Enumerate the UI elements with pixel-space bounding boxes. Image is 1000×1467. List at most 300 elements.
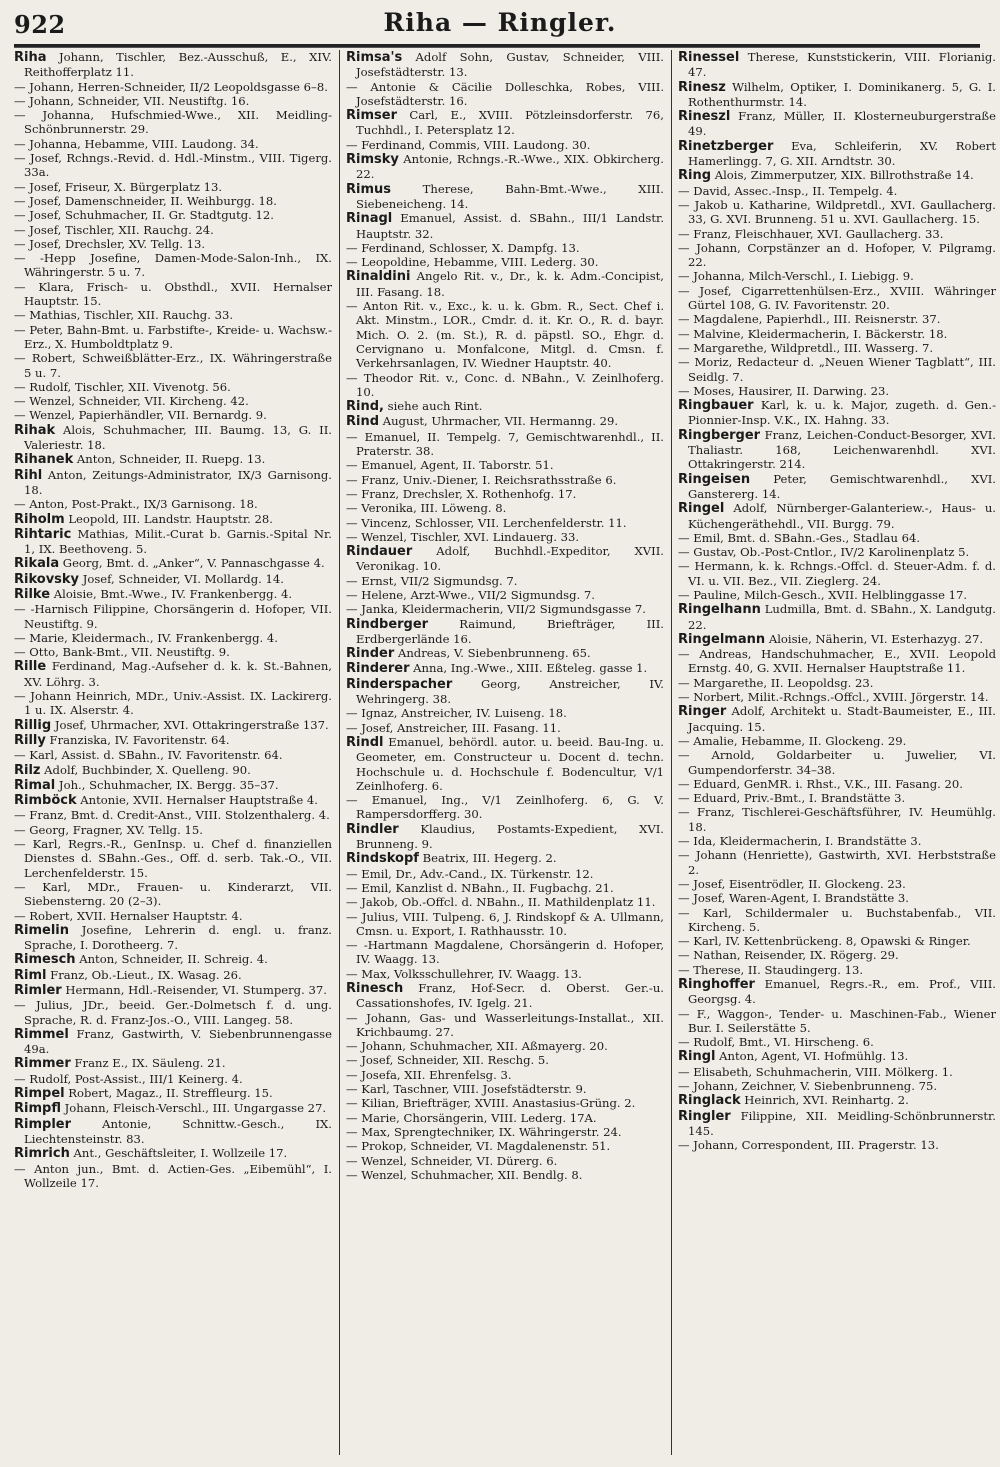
directory-entry bbox=[14, 108, 332, 137]
entry-details: Raimund, Briefträger, III. Erdbergerlände 16. bbox=[356, 616, 664, 646]
directory-entry bbox=[346, 881, 664, 895]
directory-entry bbox=[678, 676, 996, 690]
directory-entry bbox=[14, 452, 332, 467]
entry-details: — Helene, Arzt-Wwe., VII/2 Sigmundsg. 7. bbox=[346, 587, 595, 602]
entry-surname: Riml bbox=[14, 967, 47, 983]
directory-entry bbox=[346, 1039, 664, 1053]
directory-entry bbox=[678, 1109, 996, 1139]
directory-entry bbox=[678, 848, 996, 877]
entry-surname: Rilly bbox=[14, 732, 46, 748]
entry-surname: Ringberger bbox=[678, 427, 761, 443]
directory-entry bbox=[346, 544, 664, 574]
entry-details: — Margarethe, Wildpretdl., III. Wasserg. 7. bbox=[678, 340, 934, 355]
entry-details: Alois, Schuhmacher, III. Baumg. 13, G. II. Valeriestr. 18. bbox=[24, 422, 332, 453]
entry-surname: Rindl bbox=[346, 734, 384, 750]
directory-entry bbox=[678, 1049, 996, 1064]
entry-details: Adolf, Nürnberger-Galanteriew.-, Haus- u. Küchengeräthehdl., VII. Burgg. 79. bbox=[688, 501, 996, 531]
running-title: Riha — Ringler. bbox=[383, 8, 617, 37]
directory-entry bbox=[14, 1146, 332, 1161]
directory-entry bbox=[346, 414, 664, 429]
column-separator bbox=[339, 50, 340, 1455]
directory-entry bbox=[678, 1079, 996, 1093]
entry-surname: Rimmer bbox=[14, 1056, 71, 1072]
entry-details: — Ernst, VII/2 Sigmundsg. 7. bbox=[346, 573, 518, 588]
directory-entry bbox=[678, 588, 996, 602]
entry-details: — Hermann, k. k. Rchngs.-Offcl. d. Steuer-Adm. f. d. VI. u. VII. Bez., VII. Zieglerg. 24. bbox=[678, 559, 996, 588]
directory-entry bbox=[678, 168, 996, 183]
directory-entry bbox=[678, 906, 996, 935]
directory-entry bbox=[346, 938, 664, 967]
directory-entry bbox=[346, 574, 664, 588]
directory-entry bbox=[678, 748, 996, 777]
entry-surname: Rihl bbox=[14, 467, 43, 483]
directory-entry bbox=[346, 735, 664, 793]
entry-details: — Marie, Kleidermach., IV. Frankenbergg. 4. bbox=[14, 630, 278, 645]
directory-entry bbox=[346, 1068, 664, 1082]
directory-entry bbox=[678, 805, 996, 834]
entry-details: — Margarethe, II. Leopoldsg. 23. bbox=[678, 675, 874, 690]
directory-entry bbox=[14, 880, 332, 909]
entry-surname: Rimelin bbox=[14, 922, 69, 938]
entry-details: — Franz, Tischlerei-Geschäftsführer, IV. Heumühlg. 18. bbox=[678, 805, 996, 834]
directory-columns bbox=[14, 50, 996, 1455]
header-rule bbox=[14, 44, 980, 48]
directory-entry bbox=[346, 706, 664, 720]
directory-entry bbox=[678, 109, 996, 139]
entry-details: — Johann, Schuhmacher, XII. Aßmayerg. 20. bbox=[346, 1039, 608, 1054]
directory-entry bbox=[346, 1111, 664, 1125]
directory-entry bbox=[14, 223, 332, 237]
directory-column-1 bbox=[14, 50, 332, 1455]
entry-details: — Antonie & Cäcilie Dolleschka, Robes, VIII. Josefstädterstr. 16. bbox=[346, 79, 664, 108]
directory-entry bbox=[14, 733, 332, 748]
directory-entry bbox=[14, 380, 332, 394]
directory-entry bbox=[346, 108, 664, 138]
entry-details: Aloisie, Bmt.-Wwe., IV. Frankenbergg. 4. bbox=[50, 586, 293, 601]
entry-details: Karl, k. u. k. Major, zugeth. d. Gen.-Pionnier-Insp. V.K., IX. Hahng. 33. bbox=[688, 398, 996, 428]
entry-details: — Theodor Rit. v., Conc. d. NBahn., V. Zeinlhoferg. 10. bbox=[346, 370, 664, 399]
directory-entry bbox=[678, 1138, 996, 1152]
entry-surname: Ringbauer bbox=[678, 398, 754, 414]
entry-details: — Wenzel, Papierhändler, VII. Bernardg. 9. bbox=[14, 408, 267, 423]
directory-entry bbox=[678, 891, 996, 905]
entry-details: — Leopoldine, Hebamme, VIII. Lederg. 30. bbox=[346, 255, 599, 270]
entry-details: Carl, E., XVIII. Pötzleinsdorferstr. 76, Tuchhdl., I. Petersplatz 12. bbox=[356, 108, 664, 138]
entry-details: — Otto, Bank-Bmt., VII. Neustiftg. 9. bbox=[14, 645, 230, 660]
directory-entry bbox=[678, 531, 996, 545]
entry-details: Ludmilla, Bmt. d. SBahn., X. Landgutg. 22. bbox=[688, 602, 996, 632]
directory-entry bbox=[14, 308, 332, 322]
entry-details: — Franz, Univ.-Diener, I. Reichsrathsstraße 6. bbox=[346, 472, 617, 487]
directory-entry bbox=[14, 998, 332, 1027]
entry-details: — Karl, MDr., Frauen- u. Kinderarzt, VII. Siebensterng. 20 (2–3). bbox=[14, 879, 332, 909]
directory-entry bbox=[14, 50, 332, 80]
entry-details: Anton, Schneider, II. Ruepg. 13. bbox=[73, 452, 266, 467]
entry-details: Robert, Magaz., II. Streffleurg. 15. bbox=[64, 1086, 273, 1101]
entry-details: — Eduard, Priv.-Bmt., I. Brandstätte 3. bbox=[678, 791, 906, 806]
directory-entry bbox=[346, 1125, 664, 1139]
directory-entry bbox=[346, 822, 664, 852]
directory-entry bbox=[678, 472, 996, 502]
directory-entry bbox=[678, 198, 996, 227]
directory-entry bbox=[14, 1072, 332, 1086]
entry-details: Franz, Hof-Secr. d. Oberst. Ger.-u. Cassationshofes, IV. Igelg. 21. bbox=[356, 981, 664, 1011]
directory-entry bbox=[678, 384, 996, 398]
directory-entry bbox=[346, 602, 664, 616]
entry-details: Wilhelm, Optiker, I. Dominikanerg. 5, G. I. Rothenthurmstr. 14. bbox=[688, 79, 996, 109]
directory-entry bbox=[346, 501, 664, 515]
entry-surname: Rimrich bbox=[14, 1146, 70, 1162]
directory-entry bbox=[14, 423, 332, 453]
entry-details: — Johann, Zeichner, V. Siebenbrunneng. 75. bbox=[678, 1079, 938, 1094]
directory-entry bbox=[678, 690, 996, 704]
entry-surname: Rindler bbox=[346, 821, 399, 837]
entry-surname: Rinesz bbox=[678, 79, 726, 95]
directory-entry bbox=[14, 280, 332, 309]
entry-details: Anton, Schneider, II. Schreig. 4. bbox=[75, 952, 268, 967]
entry-details: — Johann, Corpstänzer an d. Hofoper, V. Pilgramg. 22. bbox=[678, 240, 996, 270]
directory-entry bbox=[346, 399, 664, 414]
entry-details: Franz E., IX. Säuleng. 21. bbox=[70, 1056, 226, 1071]
entry-surname: Rimal bbox=[14, 777, 56, 793]
entry-details: Antonie, Schnittw.-Gesch., IX. Liechtensteinstr. 83. bbox=[24, 1116, 332, 1146]
entry-details: — Robert, XVII. Hernalser Hauptstr. 4. bbox=[14, 908, 243, 923]
entry-details: Anton, Zeitungs-Administrator, IX/3 Garnisong. 18. bbox=[24, 467, 332, 497]
entry-details: — Karl, IV. Kettenbrückeng. 8, Opawski & Ringer. bbox=[678, 934, 971, 949]
directory-entry bbox=[678, 777, 996, 791]
entry-details: — Prokop, Schneider, VI. Magdalenenstr. 51. bbox=[346, 1139, 611, 1154]
entry-surname: Ringl bbox=[678, 1049, 716, 1065]
directory-entry bbox=[678, 834, 996, 848]
directory-entry bbox=[346, 851, 664, 866]
entry-details: — -Harnisch Filippine, Chorsängerin d. Hofoper, VII. Neustiftg. 9. bbox=[14, 602, 332, 631]
entry-details: — Georg, Fragner, XV. Tellg. 15. bbox=[14, 822, 203, 837]
entry-details: Franz, Müller, II. Klosterneuburgerstraße 49. bbox=[688, 109, 996, 139]
entry-details: — Josef, Tischler, XII. Rauchg. 24. bbox=[14, 222, 214, 237]
entry-details: — Mathias, Tischler, XII. Rauchg. 33. bbox=[14, 308, 234, 323]
entry-details: — Josef, Damenschneider, II. Weihburgg. 18. bbox=[14, 193, 277, 208]
entry-surname: Rimpler bbox=[14, 1116, 72, 1132]
directory-entry bbox=[678, 559, 996, 588]
directory-entry bbox=[346, 269, 664, 299]
entry-details: Heinrich, XVI. Reinhartg. 2. bbox=[740, 1093, 909, 1108]
directory-entry bbox=[346, 80, 664, 109]
directory-entry bbox=[346, 588, 664, 602]
entry-details: Georg, Bmt. d. „Anker“, V. Pannaschgasse 4. bbox=[59, 556, 325, 571]
entry-details: — Andreas, Handschuhmacher, E., XVII. Leopold Ernstg. 40, G. XVII. Hernalser Hauptstraße 11. bbox=[678, 647, 996, 676]
entry-surname: Rimpel bbox=[14, 1086, 65, 1102]
directory-entry bbox=[678, 139, 996, 169]
entry-details: — Julius, VIII. Tulpeng. 6, J. Rindskopf & A. Ullmann, Cmsn. u. Export, I. Rathhausstr. 10. bbox=[346, 909, 664, 938]
directory-entry bbox=[14, 645, 332, 659]
directory-entry bbox=[14, 1101, 332, 1116]
entry-details: — Anton jun., Bmt. d. Actien-Ges. „Eibemühl“, I. Wollzeile 17. bbox=[14, 1161, 332, 1190]
directory-entry bbox=[14, 793, 332, 808]
entry-details: — Elisabeth, Schuhmacherin, VIII. Mölkerg. 1. bbox=[678, 1064, 953, 1079]
directory-entry bbox=[346, 1168, 664, 1182]
directory-entry bbox=[14, 837, 332, 880]
entry-surname: Rilz bbox=[14, 762, 41, 778]
entry-details: Josefine, Lehrerin d. engl. u. franz. Sprache, I. Dorotheerg. 7. bbox=[24, 922, 332, 953]
entry-surname: Rilke bbox=[14, 586, 51, 602]
directory-entry bbox=[346, 661, 664, 676]
entry-surname: Riholm bbox=[14, 511, 65, 527]
directory-entry bbox=[678, 341, 996, 355]
directory-entry bbox=[14, 689, 332, 718]
entry-details: Aloisie, Näherin, VI. Esterhazyg. 27. bbox=[765, 631, 984, 646]
entry-surname: Rimböck bbox=[14, 793, 77, 809]
entry-details: — Jakob, Ob.-Offcl. d. NBahn., II. Mathildenplatz 11. bbox=[346, 895, 656, 910]
entry-details: Georg, Anstreicher, IV. Wehringerg. 38. bbox=[356, 676, 664, 707]
directory-entry bbox=[678, 50, 996, 80]
entry-details: — Josef, Cigarrettenhülsen-Erz., XVIII. Währinger Gürtel 108, G. IV. Favoritenstr. 20. bbox=[678, 283, 996, 313]
entry-details: — Karl, Regrs.-R., GenInsp. u. Chef d. finanziellen Dienstes d. SBahn.-Ges., Off. d. serb. Tak.-O., VII. Lerchenfelderstr. 15. bbox=[14, 837, 332, 880]
entry-details: siehe auch Rint. bbox=[383, 399, 483, 414]
directory-entry bbox=[14, 923, 332, 953]
page-header bbox=[0, 0, 1000, 46]
entry-details: Josef, Schneider, VI. Mollardg. 14. bbox=[79, 571, 284, 586]
entry-surname: Ringelhann bbox=[678, 602, 761, 618]
entry-details: Adolf, Architekt u. Stadt-Baumeister, E., III. Jacquing. 15. bbox=[688, 704, 996, 734]
directory-entry bbox=[678, 963, 996, 977]
entry-details: — Ida, Kleidermacherin, I. Brandstätte 3. bbox=[678, 834, 922, 849]
entry-surname: Rinaldini bbox=[346, 269, 411, 285]
directory-entry bbox=[14, 823, 332, 837]
entry-details: — Josef, Drechsler, XV. Tellg. 13. bbox=[14, 236, 206, 251]
entry-details: Josef, Uhrmacher, XVI. Ottakringerstraße 137. bbox=[51, 717, 329, 732]
directory-entry bbox=[346, 617, 664, 647]
entry-details: — Norbert, Milit.-Rchngs.-Offcl., XVIII. Jörgerstr. 14. bbox=[678, 690, 989, 705]
entry-details: — Josef, Waren-Agent, I. Brandstätte 3. bbox=[678, 891, 909, 906]
directory-entry bbox=[678, 398, 996, 428]
entry-details: — Josef, Anstreicher, III. Fasang. 11. bbox=[346, 720, 561, 735]
entry-details: Ant., Geschäftsleiter, I. Wollzeile 17. bbox=[69, 1146, 288, 1161]
entry-details: — Karl, Taschner, VIII. Josefstädterstr. 9. bbox=[346, 1082, 587, 1097]
entry-details: — Franz, Drechsler, X. Rothenhofg. 17. bbox=[346, 486, 577, 501]
entry-details: — Johann, Schneider, VII. Neustiftg. 16. bbox=[14, 93, 250, 108]
directory-entry bbox=[346, 487, 664, 501]
entry-details: — Josef, Schneider, XII. Reschg. 5. bbox=[346, 1053, 549, 1068]
entry-surname: Rimmel bbox=[14, 1026, 69, 1042]
entry-details: Franz, Gastwirth, V. Siebenbrunnengasse 49a. bbox=[24, 1026, 332, 1057]
directory-entry bbox=[678, 545, 996, 559]
entry-details: — Emil, Dr., Adv.-Cand., IX. Türkenstr. 12. bbox=[346, 866, 594, 881]
directory-entry bbox=[14, 1162, 332, 1191]
entry-details: — David, Assec.-Insp., II. Tempelg. 4. bbox=[678, 183, 898, 198]
directory-entry bbox=[346, 677, 664, 707]
entry-details: — Malvine, Kleidermacherin, I. Bäckerstr. 18. bbox=[678, 326, 948, 341]
entry-details: — Moses, Hausirer, II. Darwing. 23. bbox=[678, 383, 890, 398]
entry-details: — Magdalene, Papierhdl., III. Reisnerstr. 37. bbox=[678, 312, 941, 327]
directory-entry bbox=[678, 1093, 996, 1108]
directory-entry bbox=[346, 1139, 664, 1153]
directory-entry bbox=[346, 910, 664, 939]
entry-details: Therese, Kunststickerin, VIII. Florianig. 47. bbox=[688, 50, 996, 80]
entry-details: — Johanna, Hufschmied-Wwe., XII. Meidling-Schönbrunnerstr. 29. bbox=[14, 108, 332, 137]
entry-details: — -Hartmann Magdalene, Chorsängerin d. Hofoper, IV. Waagg. 13. bbox=[346, 938, 664, 967]
directory-column-2 bbox=[346, 50, 664, 1455]
entry-details: — Emil, Bmt. d. SBahn.-Ges., Stadlau 64. bbox=[678, 530, 921, 545]
entry-surname: Rinessel bbox=[678, 50, 740, 65]
directory-entry bbox=[14, 80, 332, 94]
entry-details: — F., Waggon-, Tender- u. Maschinen-Fab., Wiener Bur. I. Seilerstätte 5. bbox=[678, 1006, 996, 1035]
entry-details: Johann, Fleisch-Verschl., III. Ungargasse 27. bbox=[60, 1101, 327, 1116]
entry-details: Klaudius, Postamts-Expedient, XVI. Brunneng. 9. bbox=[356, 821, 664, 852]
entry-details: — Anton, Post-Prakt., IX/3 Garnisong. 18. bbox=[14, 497, 258, 512]
entry-details: — Amalie, Hebamme, II. Glockeng. 29. bbox=[678, 733, 907, 748]
entry-details: — Johann, Correspondent, III. Pragerstr. 13. bbox=[678, 1138, 939, 1153]
directory-entry bbox=[14, 468, 332, 498]
entry-surname: Rimsa's bbox=[346, 50, 403, 65]
entry-surname: Rind bbox=[346, 414, 380, 430]
directory-entry bbox=[14, 408, 332, 422]
directory-entry bbox=[346, 152, 664, 182]
entry-details: — Eduard, GenMR. i. Rhst., V.K., III. Fasang. 20. bbox=[678, 776, 963, 791]
directory-entry bbox=[346, 473, 664, 487]
entry-details: — Franz, Fleischhauer, XVI. Gaullacherg. 33. bbox=[678, 226, 944, 241]
entry-details: — Josef, Rchngs.-Revid. d. Hdl.-Minstm., VIII. Tigerg. 33a. bbox=[14, 151, 332, 180]
entry-details: Mathias, Milit.-Curat b. Garnis.-Spital Nr. 1, IX. Beethoveng. 5. bbox=[24, 526, 332, 557]
entry-details: — Johanna, Hebamme, VIII. Laudong. 34. bbox=[14, 136, 259, 151]
entry-surname: Rinderer bbox=[346, 661, 410, 677]
entry-details: — Josef, Eisentrödler, II. Glockeng. 23. bbox=[678, 876, 906, 891]
directory-entry bbox=[14, 94, 332, 108]
directory-entry bbox=[678, 632, 996, 647]
directory-entry bbox=[14, 323, 332, 352]
entry-details: — Josefa, XII. Ehrenfelsg. 3. bbox=[346, 1067, 512, 1082]
entry-surname: Rihanek bbox=[14, 452, 74, 468]
entry-details: — Vincenz, Schlosser, VII. Lerchenfelderstr. 11. bbox=[346, 515, 627, 530]
directory-entry bbox=[346, 967, 664, 981]
entry-surname: Rille bbox=[14, 659, 47, 675]
entry-surname: Rimpfl bbox=[14, 1101, 61, 1117]
entry-surname: Rinetzberger bbox=[678, 138, 774, 154]
directory-entry bbox=[346, 646, 664, 661]
directory-entry bbox=[14, 763, 332, 778]
entry-details: Adolf Sohn, Gustav, Schneider, VIII. Josefstädterstr. 13. bbox=[356, 50, 664, 80]
entry-details: — Rudolf, Post-Assist., III/1 Keinerg. 4. bbox=[14, 1071, 243, 1086]
directory-entry bbox=[346, 182, 664, 212]
entry-details: Franz, Leichen-Conduct-Besorger, XVI. Thaliastr. 168, Leichenwarenhdl. XVI. Ottakringerstr. 214. bbox=[688, 427, 996, 472]
directory-entry bbox=[14, 572, 332, 587]
directory-entry bbox=[678, 877, 996, 891]
entry-details: — Johanna, Milch-Verschl., I. Liebigg. 9. bbox=[678, 269, 914, 284]
entry-details: — Anton Rit. v., Exc., k. u. k. Gbm. R., Sect. Chef i. Akt. Minstm., LOR., Cmdr. d. it. Kr. O., R. d. bayr. Mich. O. 2. (m. St.), R. d. päpstl. SO., Ehgr. d. Cervignano u. Monfalcone, Mitgl. d. Cmsn. f. Verkehrsanlagen, IV. Wiedner Hauptstr. 40. bbox=[346, 299, 664, 371]
directory-entry bbox=[678, 791, 996, 805]
directory-entry bbox=[14, 748, 332, 762]
entry-details: — Karl, Schildermaler u. Buchstabenfab., VII. Kircheng. 5. bbox=[678, 905, 996, 934]
directory-entry bbox=[14, 952, 332, 967]
entry-surname: Rindskopf bbox=[346, 851, 419, 867]
entry-surname: Rinagl bbox=[346, 211, 393, 227]
entry-details: — Klara, Frisch- u. Obsthdl., XVII. Hernalser Hauptstr. 15. bbox=[14, 279, 332, 309]
directory-entry bbox=[346, 50, 664, 80]
directory-entry bbox=[346, 516, 664, 530]
entry-details: Adolf, Buchhdl.-Expeditor, XVII. Veronikag. 10. bbox=[356, 544, 664, 574]
entry-details: Hermann, Hdl.-Reisender, VI. Stumperg. 37. bbox=[61, 983, 327, 997]
directory-entry bbox=[346, 793, 664, 822]
directory-entry bbox=[678, 704, 996, 734]
entry-details: Emanuel, Assist. d. SBahn., III/1 Landstr. Hauptstr. 32. bbox=[356, 211, 664, 241]
directory-entry bbox=[14, 237, 332, 251]
page-number: 922 bbox=[14, 10, 66, 39]
entry-surname: Ringler bbox=[678, 1108, 731, 1124]
directory-entry bbox=[14, 394, 332, 408]
column-separator bbox=[671, 50, 672, 1455]
directory-entry bbox=[346, 895, 664, 909]
directory-entry bbox=[14, 631, 332, 645]
entry-details: — Karl, Assist. d. SBahn., IV. Favoritenstr. 64. bbox=[14, 748, 283, 763]
entry-details: — Ferdinand, Commis, VIII. Laudong. 30. bbox=[346, 137, 591, 152]
entry-details: Ferdinand, Mag.-Aufseher d. k. k. St.-Bahnen, XV. Löhrg. 3. bbox=[24, 659, 332, 689]
entry-details: — Julius, JDr., beeid. Ger.-Dolmetsch f. d. ung. Sprache, R. d. Franz-Jos.-O., VIII. Langeg. 58. bbox=[14, 998, 332, 1027]
directory-entry bbox=[14, 512, 332, 527]
entry-surname: Rimler bbox=[14, 983, 62, 998]
entry-details: — Moriz, Redacteur d. „Neuen Wiener Tagblatt“, III. Seidlg. 7. bbox=[678, 355, 996, 384]
directory-entry bbox=[14, 527, 332, 557]
directory-entry bbox=[346, 1154, 664, 1168]
directory-entry bbox=[346, 255, 664, 269]
directory-entry bbox=[14, 1117, 332, 1147]
entry-details: — Johann, Herren-Schneider, II/2 Leopoldsgasse 6–8. bbox=[14, 79, 328, 94]
entry-details: — Janka, Kleidermacherin, VII/2 Sigmundsgasse 7. bbox=[346, 602, 646, 617]
directory-entry bbox=[14, 1027, 332, 1057]
entry-details: — Rudolf, Bmt., VI. Hirscheng. 6. bbox=[678, 1035, 874, 1050]
entry-details: Anton, Agent, VI. Hofmühlg. 13. bbox=[715, 1049, 909, 1064]
entry-details: Angelo Rit. v., Dr., k. k. Adm.-Concipist, III. Fasang. 18. bbox=[356, 269, 664, 299]
entry-details: August, Uhrmacher, VII. Hermanng. 29. bbox=[379, 414, 619, 429]
entry-details: Antonie, XVII. Hernalser Hauptstraße 4. bbox=[76, 793, 318, 808]
directory-entry bbox=[346, 1096, 664, 1110]
directory-entry bbox=[346, 981, 664, 1011]
directory-entry bbox=[678, 284, 996, 313]
entry-details: — Kilian, Briefträger, XVIII. Anastasius-Grüng. 2. bbox=[346, 1096, 636, 1111]
directory-entry bbox=[14, 968, 332, 983]
entry-details: Peter, Gemischtwarenhdl., XVI. Ganstererg. 14. bbox=[688, 471, 996, 501]
entry-surname: Rinder bbox=[346, 646, 395, 662]
entry-details: — Peter, Bahn-Bmt. u. Farbstifte-, Kreide- u. Wachsw.-Erz., X. Humboldtplatz 9. bbox=[14, 322, 332, 351]
entry-details: — Marie, Chorsängerin, VIII. Lederg. 17A. bbox=[346, 1110, 597, 1125]
entry-surname: Rinesch bbox=[346, 981, 404, 996]
entry-details: — Wenzel, Schneider, VII. Kircheng. 42. bbox=[14, 394, 249, 409]
directory-entry bbox=[678, 934, 996, 948]
entry-details: — Emanuel, Ing., V/1 Zeinlhoferg. 6, G. V. Rampersdorfferg. 30. bbox=[346, 793, 664, 822]
entry-details: — Johann, Gas- und Wasserleitungs-Installat., XII. Krichbaumg. 27. bbox=[346, 1010, 664, 1039]
directory-entry bbox=[14, 778, 332, 793]
entry-surname: Ringel bbox=[678, 501, 725, 517]
entry-details: — Wenzel, Schuhmacher, XII. Bendlg. 8. bbox=[346, 1167, 583, 1182]
directory-entry bbox=[346, 299, 664, 370]
directory-entry bbox=[346, 1082, 664, 1096]
entry-details: — Gustav, Ob.-Post-Cntlor., IV/2 Karolinenplatz 5. bbox=[678, 545, 970, 560]
directory-entry bbox=[14, 208, 332, 222]
directory-entry bbox=[14, 808, 332, 822]
entry-details: — Franz, Bmt. d. Credit-Anst., VIII. Stolzenthalerg. 4. bbox=[14, 808, 330, 823]
entry-details: — Wenzel, Tischler, XVI. Lindauerg. 33. bbox=[346, 529, 580, 544]
directory-entry bbox=[678, 1035, 996, 1049]
entry-details: — Max, Volksschullehrer, IV. Waagg. 13. bbox=[346, 966, 582, 981]
directory-entry bbox=[678, 184, 996, 198]
entry-surname: Ringhoffer bbox=[678, 977, 755, 992]
entry-details: — Emanuel, II. Tempelg. 7, Gemischtwarenhdl., II. Praterstr. 38. bbox=[346, 429, 664, 459]
entry-details: — Josef, Friseur, X. Bürgerplatz 13. bbox=[14, 179, 223, 194]
entry-details: Beatrix, III. Hegerg. 2. bbox=[418, 851, 557, 866]
directory-entry bbox=[14, 983, 332, 998]
entry-details: — Robert, Schweißblätter-Erz., IX. Währingerstraße 5 u. 7. bbox=[14, 351, 332, 380]
directory-entry bbox=[678, 312, 996, 326]
entry-details: Emanuel, behördl. autor. u. beeid. Bau-Ing. u. Geometer, em. Constructeur u. Docent d. techn. Hochschule u. d. Hochschule f. Bodencultur, V/1 Zeinlhoferg. 6. bbox=[356, 734, 664, 793]
directory-entry bbox=[14, 251, 332, 280]
